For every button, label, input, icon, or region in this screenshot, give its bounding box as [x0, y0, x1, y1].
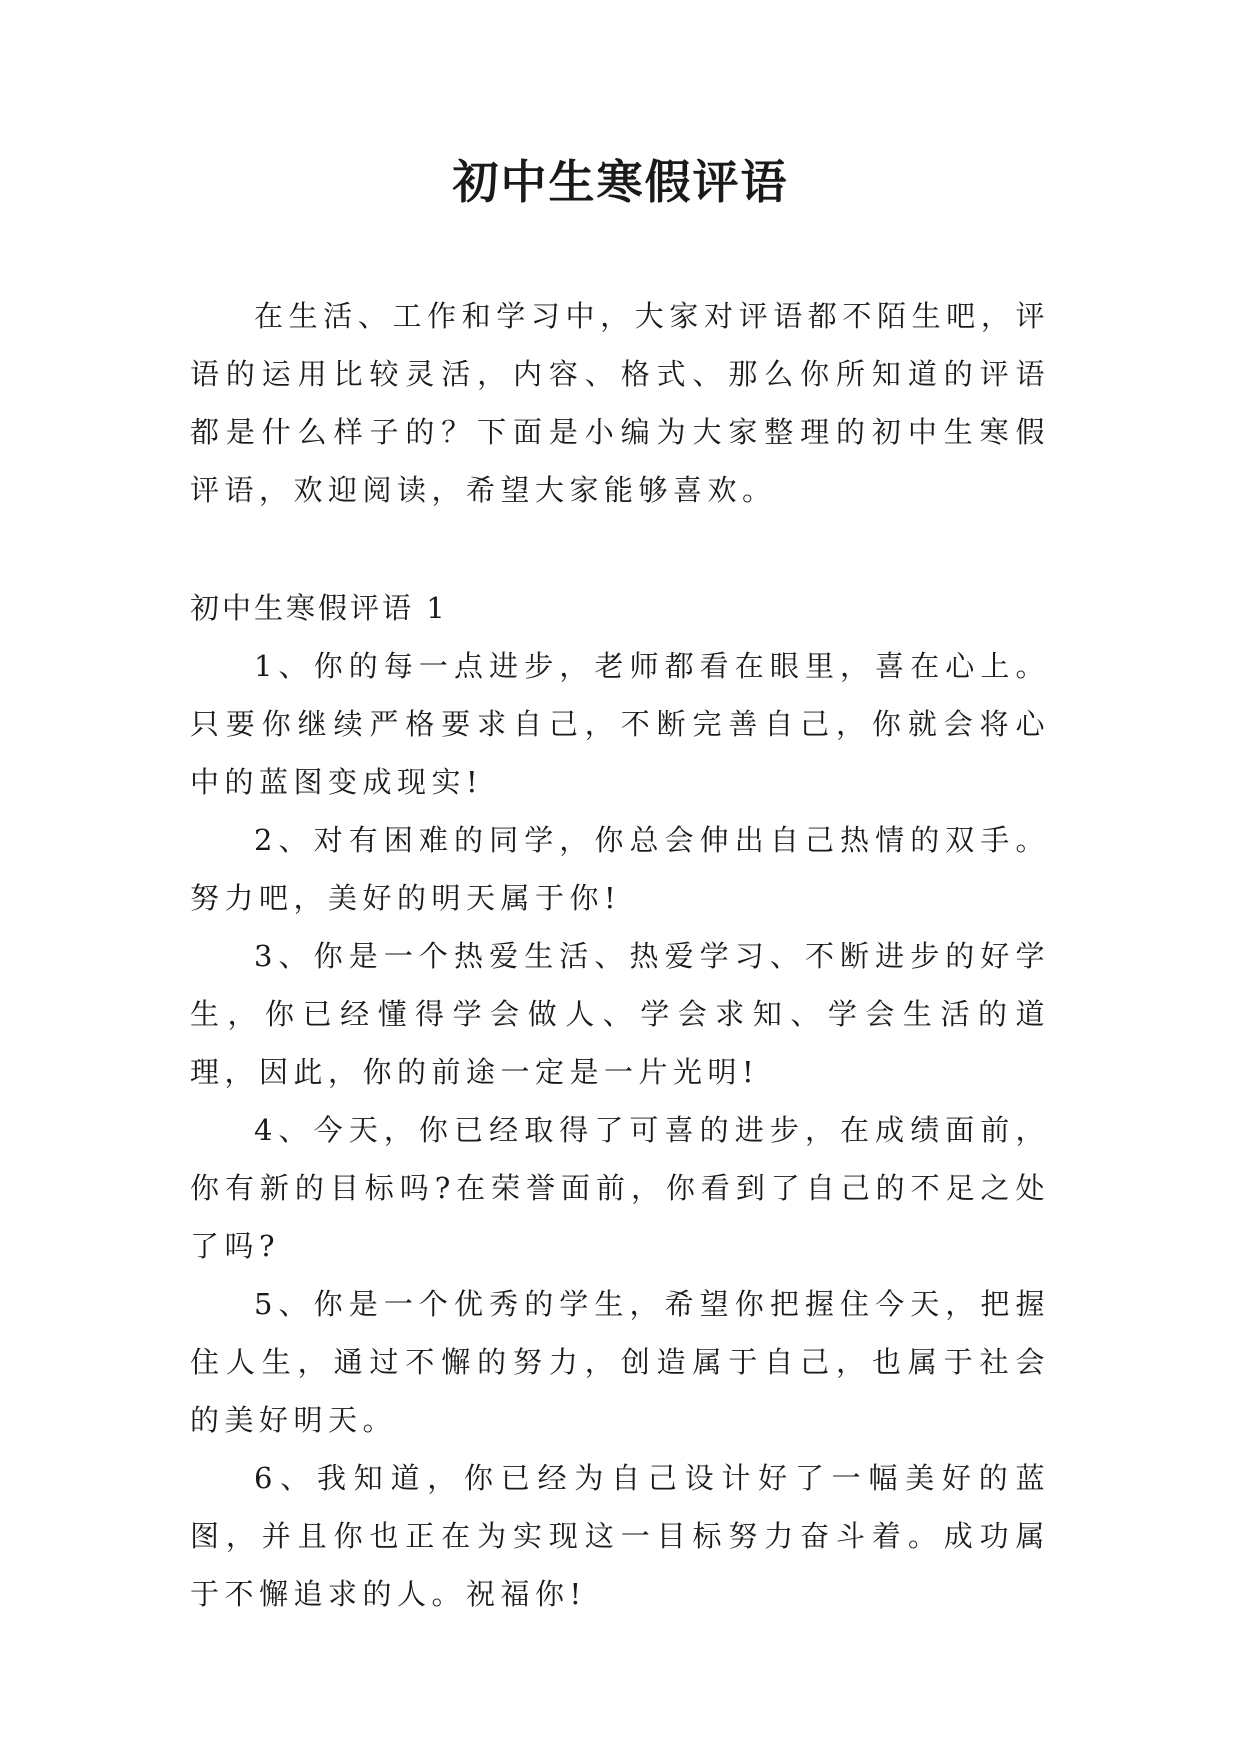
comment-item-6: 6、我知道，你已经为自己设计好了一幅美好的蓝图，并且你也正在为实现这一目标努力奋斗着。成功属于不懈追求的人。祝福你! — [190, 1461, 1050, 1611]
comment-item-5: 5、你是一个优秀的学生，希望你把握住今天，把握住人生，通过不懈的努力，创造属于自己，也属于社会的美好明天。 — [190, 1287, 1050, 1437]
comment-item-2: 2、对有困难的同学，你总会伸出自己热情的双手。努力吧，美好的明天属于你! — [190, 823, 1050, 915]
comment-item-3: 3、你是一个热爱生活、热爱学习、不断进步的好学生，你已经懂得学会做人、学会求知、学会生活的道理，因此，你的前途一定是一片光明! — [190, 939, 1050, 1089]
comment-list — [190, 637, 1050, 1623]
comment-item-1: 1、你的每一点进步，老师都看在眼里，喜在心上。只要你继续严格要求自己，不断完善自己，你就会将心中的蓝图变成现实! — [190, 649, 1050, 799]
comment-item-4: 4、今天，你已经取得了可喜的进步，在成绩面前，你有新的目标吗?在荣誉面前，你看到了自己的不足之处了吗? — [190, 1113, 1050, 1263]
page-title: 初中生寒假评语 — [452, 155, 789, 209]
intro-paragraph: 在生活、工作和学习中，大家对评语都不陌生吧，评语的运用比较灵活，内容、格式、那么你所知道的评语都是什么样子的？下面是小编为大家整理的初中生寒假评语，欢迎阅读，希望大家能够喜欢。 — [190, 299, 1050, 507]
section-heading: 初中生寒假评语 1 — [190, 591, 448, 625]
